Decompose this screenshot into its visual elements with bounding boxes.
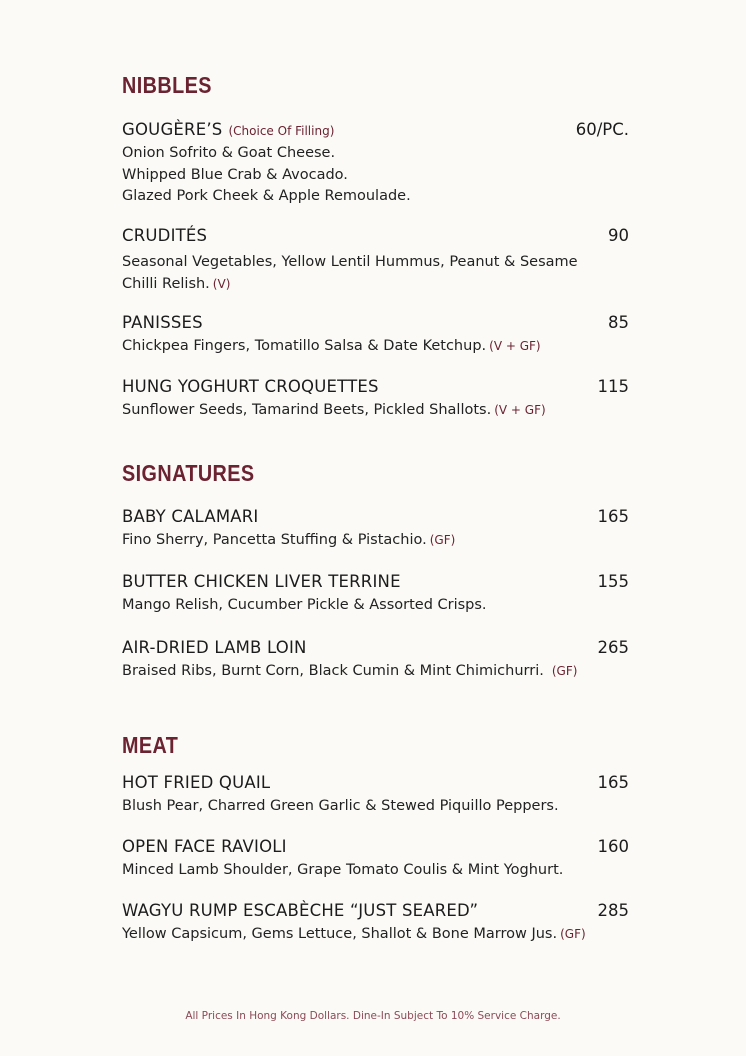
dietary-tag: (GF)	[551, 664, 578, 678]
item-name: OPEN FACE RAVIOLI	[122, 837, 287, 856]
item-name: WAGYU RUMP ESCABÈCHE “JUST SEARED”	[122, 901, 479, 920]
item-description	[122, 595, 629, 617]
menu-item	[122, 773, 629, 818]
description-line: Sunflower Seeds, Tamarind Beets, Pickled Shallots.	[122, 402, 492, 418]
item-price: 60/PC.	[575, 120, 629, 139]
item-name: HUNG YOGHURT CROQUETTES	[122, 377, 379, 396]
item-price: 265	[597, 638, 629, 657]
item-name: HOT FRIED QUAIL	[122, 773, 271, 792]
menu-item	[122, 572, 629, 617]
section-title-nibbles: NIBBLES	[122, 72, 212, 98]
item-note: (Choice Of Filling)	[228, 124, 335, 138]
menu-item	[122, 313, 629, 358]
description-line: Chickpea Fingers, Tomatillo Salsa & Date Ketchup.	[122, 338, 487, 354]
item-price: 285	[597, 901, 629, 920]
item-name-wrap	[122, 120, 334, 139]
section-title-meat: MEAT	[122, 732, 179, 758]
item-price: 160	[597, 837, 629, 856]
item-price: 155	[597, 572, 629, 591]
item-name: BABY CALAMARI	[122, 507, 259, 526]
description-line: Blush Pear, Charred Green Garlic & Stewed Piquillo Peppers.	[122, 798, 559, 814]
item-price: 165	[597, 507, 629, 526]
item-name: GOUGÈRE’S	[122, 120, 223, 139]
menu-item	[122, 638, 629, 683]
menu-item	[122, 507, 629, 552]
description-line: Seasonal Vegetables, Yellow Lentil Hummus, Peanut & Sesame	[122, 254, 578, 270]
description-line: Yellow Capsicum, Gems Lettuce, Shallot & Bone Marrow Jus.	[122, 926, 558, 942]
description-line: Whipped Blue Crab & Avocado.	[122, 166, 348, 183]
description-line: Glazed Pork Cheek & Apple Remoulade.	[122, 188, 411, 204]
dietary-tag: (V)	[212, 276, 231, 291]
item-description	[122, 530, 629, 552]
item-price: 165	[597, 773, 629, 792]
footer-note: All Prices In Hong Kong Dollars. Dine-In Subject To 10% Service Charge.	[185, 1010, 561, 1022]
item-description	[122, 143, 629, 208]
description-line: Mango Relish, Cucumber Pickle & Assorted Crisps.	[122, 597, 487, 613]
item-price: 90	[608, 226, 629, 245]
item-price: 115	[597, 377, 629, 396]
description-line: Fino Sherry, Pancetta Stuffing & Pistachio.	[122, 532, 427, 548]
dietary-tag: (V + GF)	[494, 403, 546, 417]
item-description	[122, 661, 629, 683]
description-line: Minced Lamb Shoulder, Grape Tomato Coulis & Mint Yoghurt.	[122, 862, 564, 878]
menu-item	[122, 226, 629, 295]
item-name: PANISSES	[122, 313, 203, 332]
dietary-tag: (V + GF)	[489, 339, 541, 353]
item-price: 85	[608, 313, 629, 332]
item-name: CRUDITÉS	[122, 226, 208, 245]
description-line: Onion Sofrito & Goat Cheese.	[122, 145, 336, 161]
dietary-tag: (GF)	[560, 927, 586, 941]
item-name: BUTTER CHICKEN LIVER TERRINE	[122, 572, 401, 591]
menu-item	[122, 837, 629, 882]
item-description	[122, 252, 629, 295]
menu-item	[122, 901, 629, 946]
item-description	[122, 336, 629, 358]
menu-item	[122, 377, 629, 422]
item-description	[122, 924, 629, 946]
menu-item	[122, 120, 629, 208]
item-name: AIR-DRIED LAMB LOIN	[122, 638, 307, 657]
description-line: Chilli Relish.	[122, 275, 210, 292]
dietary-tag: (GF)	[429, 533, 456, 547]
description-line: Braised Ribs, Burnt Corn, Black Cumin & Mint Chimichurri.	[122, 663, 544, 679]
section-title-signatures: SIGNATURES	[122, 460, 255, 486]
item-description	[122, 796, 629, 818]
item-description	[122, 400, 629, 422]
item-description	[122, 860, 629, 882]
